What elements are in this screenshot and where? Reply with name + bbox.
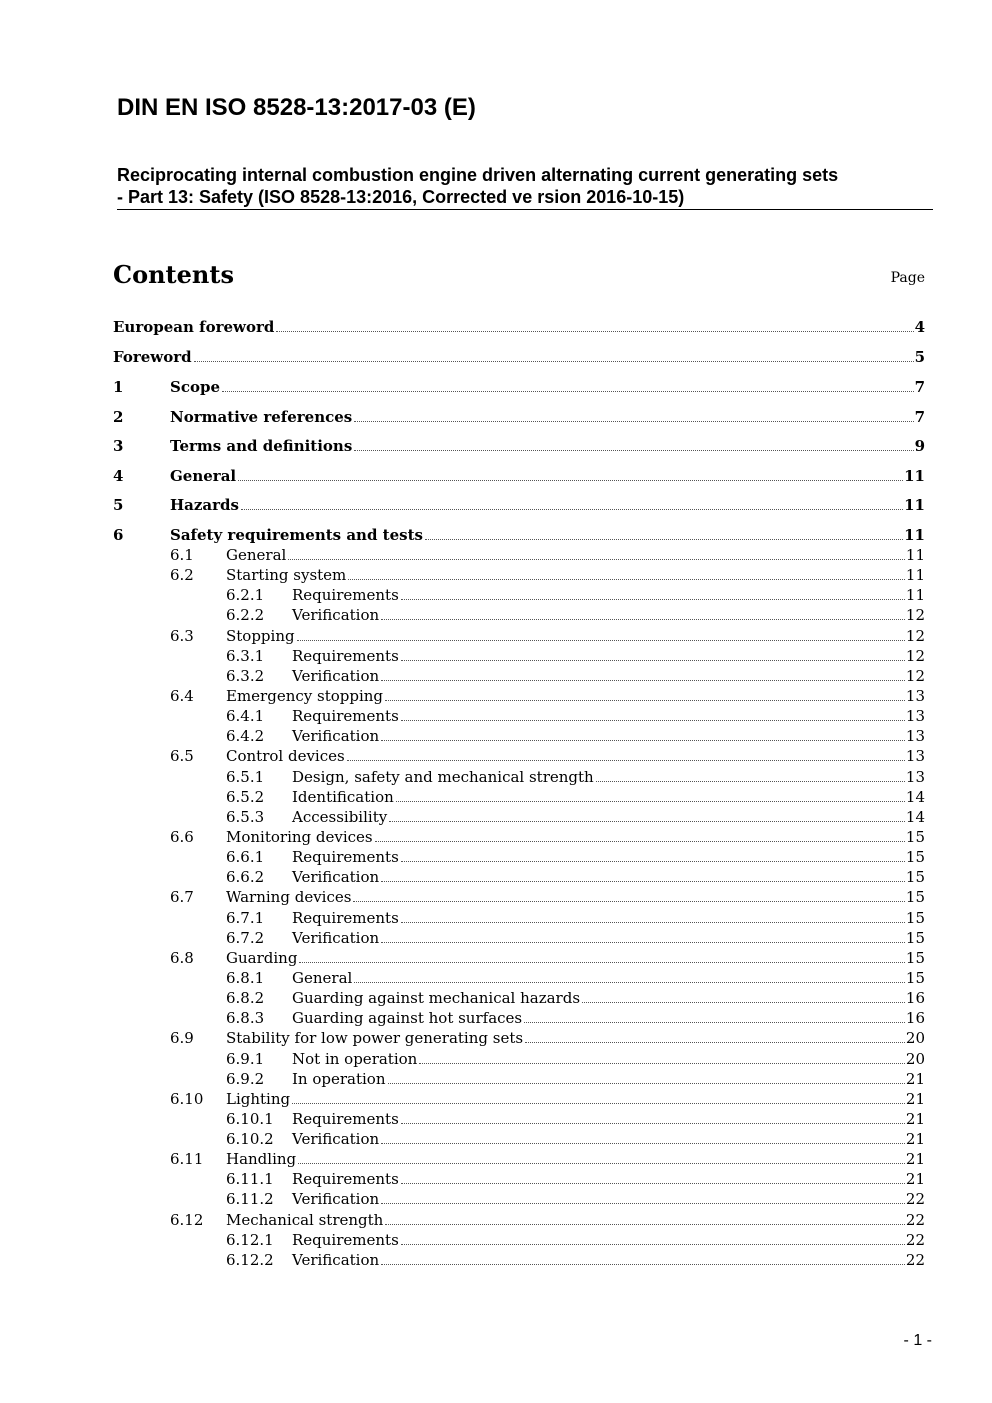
toc-entry-number: 6.2 xyxy=(170,566,194,585)
dot-leader xyxy=(292,1103,905,1104)
toc-entry[interactable] xyxy=(113,887,925,907)
toc-entry-title: Requirements xyxy=(292,707,399,726)
dot-leader xyxy=(353,901,904,902)
toc-entry-number: 6.1 xyxy=(170,546,194,564)
subtitle-line-1: Reciprocating internal combustion engine driven alternating current generating sets xyxy=(117,165,839,185)
toc-entry[interactable] xyxy=(113,1230,925,1250)
dot-leader xyxy=(401,922,905,923)
toc-entry-number: 6.12.1 xyxy=(226,1230,274,1249)
toc-entry-title: In operation xyxy=(292,1069,386,1088)
dot-leader xyxy=(381,1264,905,1265)
toc-entry-page: 14 xyxy=(905,787,925,806)
toc-entry[interactable] xyxy=(113,626,925,646)
toc-entry-page: 11 xyxy=(905,546,925,564)
toc-entry[interactable] xyxy=(113,377,925,397)
toc-entry[interactable] xyxy=(113,1109,925,1129)
dot-leader xyxy=(388,1083,905,1084)
toc-entry-page: 21 xyxy=(905,1170,925,1189)
toc-entry-number: 6.3.1 xyxy=(226,646,265,665)
dot-leader xyxy=(381,680,905,681)
toc-entry-title: General xyxy=(226,546,287,564)
dot-leader xyxy=(194,361,914,362)
toc-entry-page: 22 xyxy=(905,1250,925,1269)
toc-entry[interactable] xyxy=(113,1250,925,1270)
toc-entry-number: 6.5 xyxy=(170,747,194,766)
toc-entry[interactable] xyxy=(113,1149,925,1169)
toc-entry[interactable] xyxy=(113,646,925,666)
toc-entry-title: Verification xyxy=(292,928,380,947)
dot-leader xyxy=(375,841,905,842)
toc-entry-number: 6.5.3 xyxy=(226,807,265,826)
dot-leader xyxy=(238,480,903,481)
dot-leader xyxy=(401,1123,905,1124)
toc-entry[interactable] xyxy=(113,666,925,686)
toc-entry-page: 21 xyxy=(905,1109,925,1128)
dot-leader xyxy=(525,1042,905,1043)
toc-entry-title: Emergency stopping xyxy=(226,686,384,705)
toc-entry-title: Stability for low power generating sets xyxy=(226,1029,524,1048)
toc-entry-page: 14 xyxy=(905,807,925,826)
dot-leader xyxy=(297,640,905,641)
dot-leader xyxy=(396,801,905,802)
toc-entry-page: 21 xyxy=(905,1069,925,1088)
toc-entry-page: 15 xyxy=(905,888,925,907)
toc-entry-title: Stopping xyxy=(226,626,295,645)
toc-entry[interactable] xyxy=(113,1089,925,1109)
toc-entry[interactable] xyxy=(113,827,925,847)
toc-entry-page: 13 xyxy=(905,707,925,726)
toc-entry-title: Not in operation xyxy=(292,1049,418,1068)
dot-leader xyxy=(276,331,913,332)
toc-entry-title: Verification xyxy=(292,727,380,746)
dot-leader xyxy=(381,942,905,943)
toc-entry[interactable] xyxy=(113,1069,925,1089)
toc-entry-page: 15 xyxy=(905,827,925,846)
toc-entry-number: 6.11.1 xyxy=(226,1170,274,1189)
toc-entry-title: Safety requirements and tests xyxy=(170,526,423,544)
toc-entry-number: 6.8.1 xyxy=(226,968,265,987)
toc-entry-title: Identification xyxy=(292,787,394,806)
document-subtitle xyxy=(117,164,933,210)
toc-entry-page: 20 xyxy=(905,1029,925,1048)
toc-entry-title: Requirements xyxy=(292,1170,399,1189)
toc-entry-number: 6.4.2 xyxy=(226,727,265,746)
toc-entry[interactable] xyxy=(113,1028,925,1048)
dot-leader xyxy=(381,1143,905,1144)
toc-entry-page: 16 xyxy=(905,989,925,1008)
toc-entry-title: Foreword xyxy=(113,348,192,366)
toc-entry-page: 13 xyxy=(905,727,925,746)
toc-entry[interactable] xyxy=(113,605,925,625)
toc-entry-title: Terms and definitions xyxy=(170,437,353,455)
toc-entry[interactable] xyxy=(113,726,925,746)
dot-leader xyxy=(385,700,905,701)
toc-entry-page: 21 xyxy=(905,1150,925,1169)
dot-leader xyxy=(381,881,905,882)
toc-entry-number: 1 xyxy=(113,378,124,396)
toc-entry-number: 6.9 xyxy=(170,1029,194,1048)
toc-entry[interactable] xyxy=(113,847,925,867)
toc-entry[interactable] xyxy=(113,436,925,456)
toc-entry[interactable] xyxy=(113,495,925,515)
toc-entry[interactable] xyxy=(113,988,925,1008)
toc-entry-page: 4 xyxy=(914,318,925,336)
toc-entry-title: Starting system xyxy=(226,566,347,585)
dot-leader xyxy=(354,450,913,451)
toc-entry[interactable] xyxy=(113,1189,925,1209)
toc-entry-page: 21 xyxy=(905,1130,925,1149)
toc-entry[interactable] xyxy=(113,585,925,605)
toc-entry[interactable] xyxy=(113,746,925,766)
toc-entry-title: Verification xyxy=(292,1130,380,1149)
toc-entry-title: Guarding against hot surfaces xyxy=(292,1009,523,1028)
toc-entry-number: 6.9.2 xyxy=(226,1069,265,1088)
toc-entry-page: 15 xyxy=(905,848,925,867)
subtitle-line-2: - Part 13: Safety (ISO 8528-13:2016, Corrected ve rsion 2016-10-15) xyxy=(117,187,685,207)
dot-leader xyxy=(401,660,905,661)
toc-entry[interactable] xyxy=(113,1210,925,1230)
dot-leader xyxy=(298,1163,905,1164)
toc-entry-number: 6.11.2 xyxy=(226,1190,274,1209)
toc-entry-title: General xyxy=(292,968,353,987)
toc-entry-number: 6.6.2 xyxy=(226,868,265,887)
toc-entry-title: Control devices xyxy=(226,747,345,766)
toc-entry-page: 12 xyxy=(905,626,925,645)
toc-entry[interactable] xyxy=(113,1049,925,1069)
toc-entry-number: 6.4.1 xyxy=(226,707,265,726)
toc-entry[interactable] xyxy=(113,928,925,948)
toc-entry-title: Requirements xyxy=(292,908,399,927)
toc-entry[interactable] xyxy=(113,706,925,726)
dot-leader xyxy=(582,1002,905,1003)
dot-leader xyxy=(348,579,905,580)
contents-heading: Contents xyxy=(113,260,234,289)
toc-entry-title: Design, safety and mechanical strength xyxy=(292,767,594,786)
toc-entry[interactable] xyxy=(113,948,925,968)
toc-entry-number: 6.12 xyxy=(170,1210,204,1229)
toc-entry-page: 11 xyxy=(904,496,925,514)
toc-entry-title: Hazards xyxy=(170,496,239,514)
toc-entry-title: Verification xyxy=(292,1250,380,1269)
toc-entry-number: 6.7.2 xyxy=(226,928,265,947)
dot-leader xyxy=(381,740,905,741)
dot-leader xyxy=(401,720,905,721)
toc-entry-page: 13 xyxy=(905,686,925,705)
toc-entry-number: 6.3.2 xyxy=(226,666,265,685)
toc-entry-page: 12 xyxy=(905,666,925,685)
toc-entry-page: 15 xyxy=(905,928,925,947)
dot-leader xyxy=(354,982,905,983)
toc-entry-title: European foreword xyxy=(113,318,275,336)
dot-leader xyxy=(354,421,913,422)
toc-entry-number: 2 xyxy=(113,408,124,426)
toc-entry[interactable] xyxy=(113,1008,925,1028)
toc-entry-title: Requirements xyxy=(292,646,399,665)
toc-entry-title: Guarding xyxy=(226,948,298,967)
toc-entry-number: 6.10 xyxy=(170,1089,204,1108)
toc-entry-page: 11 xyxy=(904,467,925,485)
toc-entry-title: Requirements xyxy=(292,1230,399,1249)
toc-entry-page: 15 xyxy=(905,868,925,887)
toc-entry-title: Warning devices xyxy=(226,888,352,907)
toc-entry[interactable] xyxy=(113,347,925,367)
toc-entry-title: Verification xyxy=(292,868,380,887)
toc-entry-number: 6.7 xyxy=(170,888,194,907)
toc-entry-number: 4 xyxy=(113,467,124,485)
dot-leader xyxy=(299,962,904,963)
toc-entry-number: 6.5.2 xyxy=(226,787,265,806)
dot-leader xyxy=(381,619,905,620)
toc-entry-page: 22 xyxy=(905,1190,925,1209)
toc-entry-page: 12 xyxy=(905,646,925,665)
toc-entry[interactable] xyxy=(113,1129,925,1149)
toc-entry-number: 6.4 xyxy=(170,686,194,705)
toc-entry-title: Requirements xyxy=(292,586,399,605)
toc-entry[interactable] xyxy=(113,807,925,827)
toc-entry-title: Requirements xyxy=(292,848,399,867)
toc-entry-page: 22 xyxy=(905,1230,925,1249)
toc-entry-title: Mechanical strength xyxy=(226,1210,384,1229)
dot-leader xyxy=(401,599,905,600)
toc-entry-page: 21 xyxy=(905,1089,925,1108)
toc-entry-title: Accessibility xyxy=(292,807,388,826)
toc-entry[interactable] xyxy=(113,1169,925,1189)
toc-entry[interactable] xyxy=(113,466,925,486)
toc-entry[interactable] xyxy=(113,908,925,928)
page-number: - 1 - xyxy=(903,1332,932,1349)
toc-entry[interactable] xyxy=(113,968,925,988)
toc-entry-number: 6.2.2 xyxy=(226,606,265,625)
toc-entry[interactable] xyxy=(113,407,925,427)
toc-entry-title: Verification xyxy=(292,666,380,685)
toc-entry-page: 7 xyxy=(914,408,925,426)
dot-leader xyxy=(385,1224,905,1225)
toc-entry-title: Lighting xyxy=(226,1089,291,1108)
toc-entry[interactable] xyxy=(113,767,925,787)
document-id: DIN EN ISO 8528-13:2017-03 (E) xyxy=(117,94,476,121)
toc-entry-page: 22 xyxy=(905,1210,925,1229)
toc-entry[interactable] xyxy=(113,565,925,585)
toc-entry-number: 6.10.1 xyxy=(226,1109,274,1128)
toc-entry-page: 13 xyxy=(905,747,925,766)
dot-leader xyxy=(524,1022,905,1023)
toc-entry-number: 6.8.3 xyxy=(226,1009,265,1028)
toc-entry[interactable] xyxy=(113,867,925,887)
toc-entry-page: 16 xyxy=(905,1009,925,1028)
dot-leader xyxy=(401,1244,905,1245)
dot-leader xyxy=(419,1063,905,1064)
toc-entry-page: 20 xyxy=(905,1049,925,1068)
toc-entry-title: Requirements xyxy=(292,1109,399,1128)
dot-leader xyxy=(288,559,905,560)
toc-entry-number: 6.7.1 xyxy=(226,908,265,927)
toc-entry-title: Handling xyxy=(226,1150,297,1169)
dot-leader xyxy=(401,861,905,862)
toc-entry-number: 6 xyxy=(113,526,124,544)
toc-entry-number: 6.5.1 xyxy=(226,767,265,786)
toc-entry-page: 9 xyxy=(914,437,925,455)
dot-leader xyxy=(241,509,903,510)
dot-leader xyxy=(347,760,905,761)
toc-entry-title: Normative references xyxy=(170,408,353,426)
toc-entry-number: 6.6 xyxy=(170,827,194,846)
toc-entry-page: 13 xyxy=(905,767,925,786)
toc-entry-number: 6.9.1 xyxy=(226,1049,265,1068)
toc-entry-number: 6.11 xyxy=(170,1150,204,1169)
toc-entry[interactable] xyxy=(113,686,925,706)
dot-leader xyxy=(389,821,905,822)
toc-entry-page: 5 xyxy=(914,348,925,366)
page-column-label: Page xyxy=(890,270,925,286)
toc-entry-number: 6.12.2 xyxy=(226,1250,274,1269)
toc-entry-number: 5 xyxy=(113,496,124,514)
toc-entry-title: Scope xyxy=(170,378,221,396)
toc-entry-page: 12 xyxy=(905,606,925,625)
toc-entry-page: 11 xyxy=(905,566,925,585)
toc-entry-page: 15 xyxy=(905,968,925,987)
toc-entry-number: 6.10.2 xyxy=(226,1130,274,1149)
toc-entry-page: 15 xyxy=(905,908,925,927)
toc-entry-title: Verification xyxy=(292,606,380,625)
toc-entry-page: 15 xyxy=(905,948,925,967)
toc-entry-number: 6.3 xyxy=(170,626,194,645)
toc-entry-page: 7 xyxy=(914,378,925,396)
toc-entry-number: 6.8 xyxy=(170,948,194,967)
toc-entry[interactable] xyxy=(113,787,925,807)
dot-leader xyxy=(401,1183,905,1184)
toc-entry[interactable] xyxy=(113,545,925,565)
toc-entry-number: 6.2.1 xyxy=(226,586,265,605)
dot-leader xyxy=(596,781,905,782)
toc-entry-number: 3 xyxy=(113,437,124,455)
toc-entry[interactable] xyxy=(113,317,925,337)
toc-entry-number: 6.8.2 xyxy=(226,989,265,1008)
toc-entry-title: Monitoring devices xyxy=(226,827,373,846)
toc-entry-title: General xyxy=(170,467,237,485)
toc-entry[interactable] xyxy=(113,525,925,545)
toc-entry-number: 6.6.1 xyxy=(226,848,265,867)
toc-entry-title: Verification xyxy=(292,1190,380,1209)
dot-leader xyxy=(222,391,914,392)
dot-leader xyxy=(425,539,903,540)
toc-entry-title: Guarding against mechanical hazards xyxy=(292,989,581,1008)
toc-entry-page: 11 xyxy=(905,586,925,605)
toc-entry-page: 11 xyxy=(904,526,925,544)
dot-leader xyxy=(381,1203,905,1204)
